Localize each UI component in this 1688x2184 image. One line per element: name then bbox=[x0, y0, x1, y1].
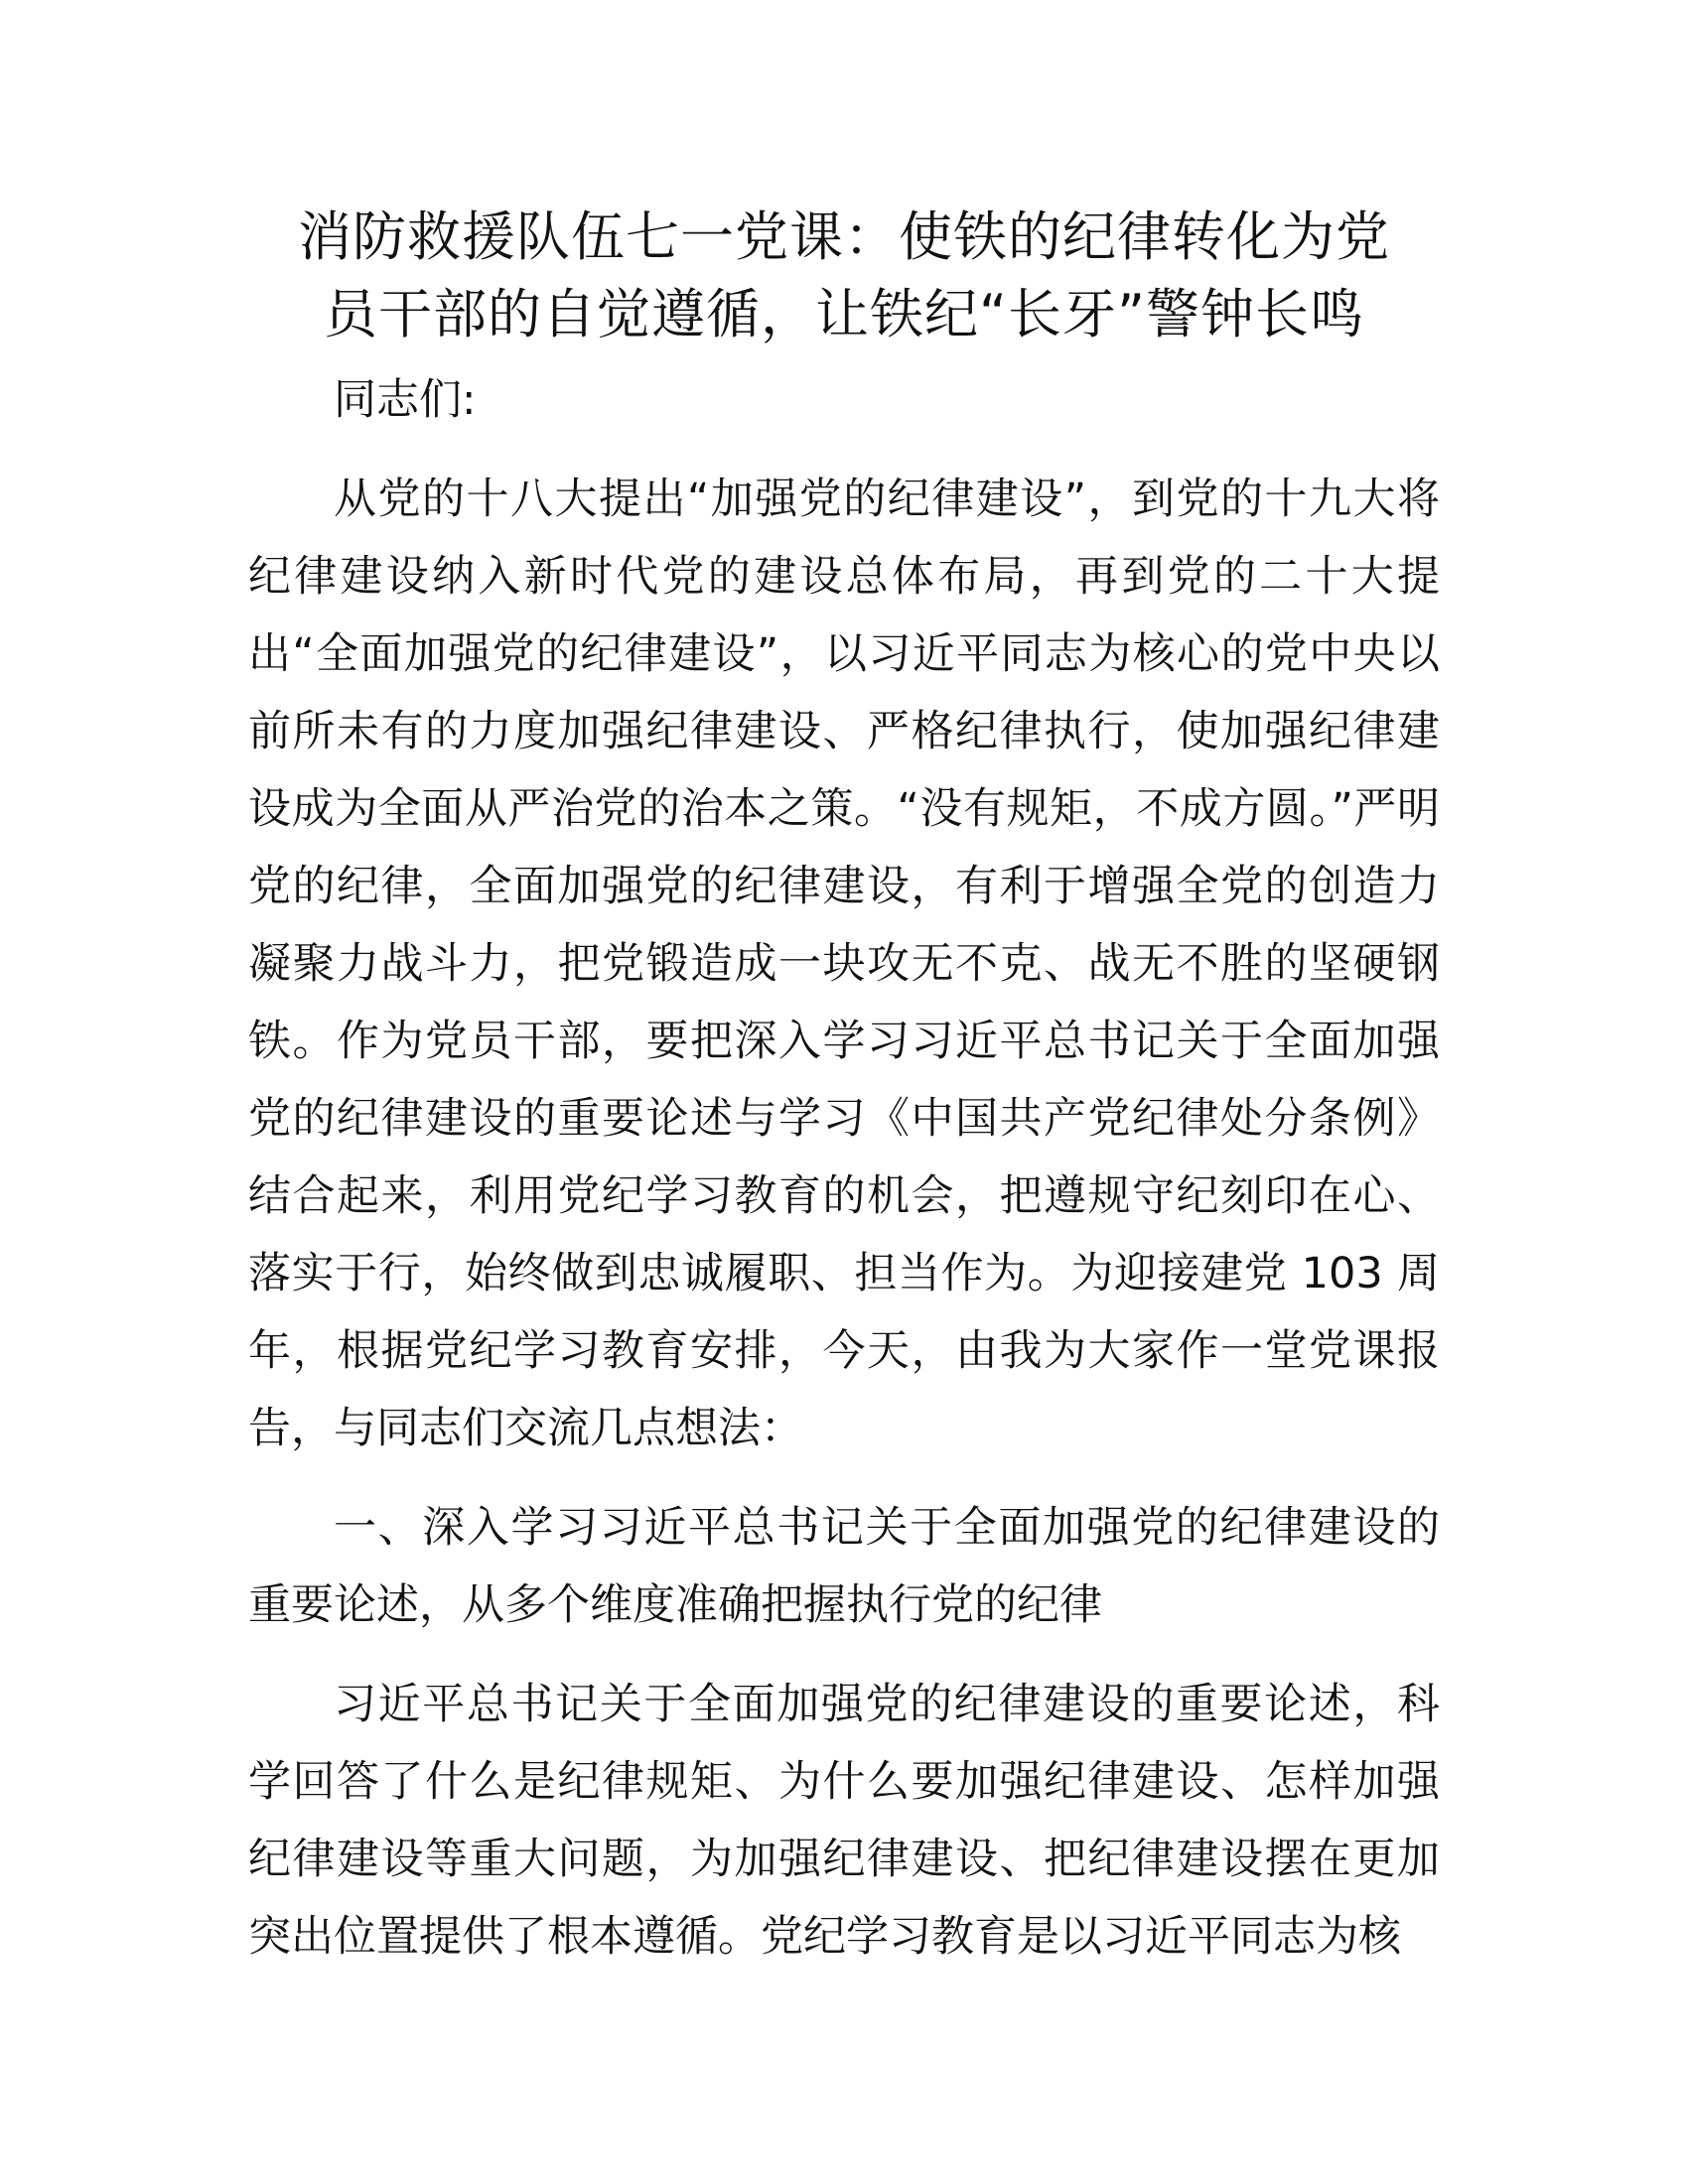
paragraph-section-1: 习近平总书记关于全面加强党的纪律建设的重要论述，科学回答了什么是纪律规矩、为什么要加强纪律建设、怎样加强纪律建设等重大问题，为加强纪律建设、把纪律建设摆在更加突出位置提供了根本遵循。党纪学习教育是以习近平同志为核 bbox=[248, 1680, 1440, 1962]
paragraph-intro: 从党的十八大提出“加强党的纪律建设”，到党的十九大将纪律建设纳入新时代党的建设总体布局，再到党的二十大提出“全面加强党的纪律建设”，以习近平同志为核心的党中央以前所未有的力度加强纪律建设、严格纪律执行，使加强纪律建设成为全面从严治党的治本之策。“没有规矩，不成方圆。”严明党的纪律，全面加强党的纪律建设，有利于增强全党的创造力凝聚力战斗力，把党锻造成一块攻无不克、战无不胜的坚硬钢铁。作为党员干部，要把深入学习习近平总书记关于全面加强党的纪律建设的重要论述与学习《中国共产党纪律处分条例》结合起来，利用党纪学习教育的机会，把遵规守纪刻印在心、落实于行，始终做到忠诚履职、担当作为。为迎接建党 103 周年，根据党纪学习教育安排，今天，由我为大家作一堂党课报告，与同志们交流几点想法： bbox=[248, 475, 1440, 1453]
title-line-1: 消防救援队伍七一党课：使铁的纪律转化为党 bbox=[298, 205, 1390, 268]
document-title bbox=[248, 199, 1440, 353]
title-line-2: 员干部的自觉遵循，让铁纪“长牙”警钟长鸣 bbox=[324, 283, 1364, 345]
document-page bbox=[248, 199, 1440, 1976]
section-heading-1: 一、深入学习习近平总书记关于全面加强党的纪律建设的重要论述，从多个维度准确把握执行党的纪律 bbox=[248, 1503, 1440, 1630]
salutation: 同志们: bbox=[334, 375, 477, 425]
